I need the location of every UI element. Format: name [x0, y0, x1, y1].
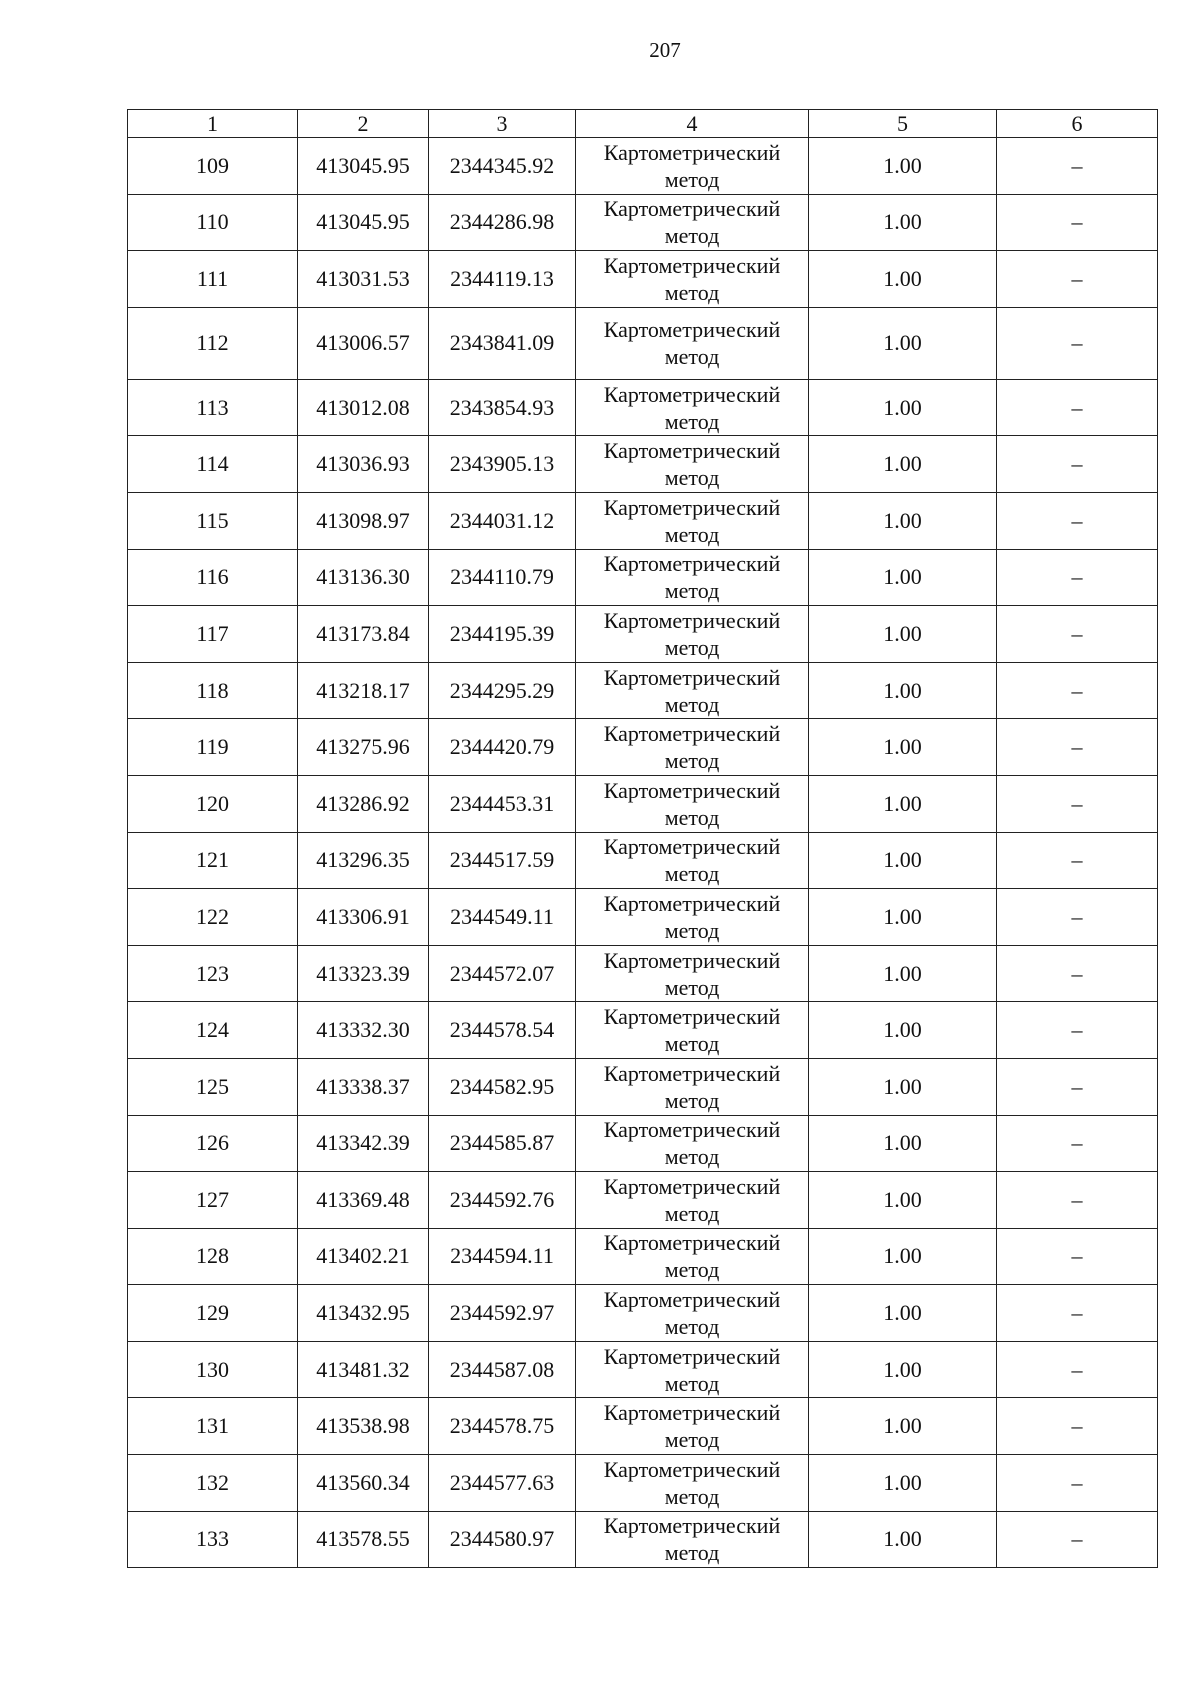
x-coordinate-cell: 413045.95	[298, 138, 429, 195]
method-cell: Картометрический метод	[576, 945, 809, 1002]
point-number-cell: 119	[128, 719, 298, 776]
table-row	[128, 1285, 1158, 1342]
note-cell: –	[997, 775, 1158, 832]
note-cell: –	[997, 1455, 1158, 1512]
accuracy-cell: 1.00	[809, 138, 997, 195]
note-cell: –	[997, 1002, 1158, 1059]
table-row	[128, 549, 1158, 606]
point-number-cell: 133	[128, 1511, 298, 1568]
note-cell: –	[997, 1341, 1158, 1398]
y-coordinate-cell: 2344578.75	[429, 1398, 576, 1455]
y-coordinate-cell: 2344592.76	[429, 1172, 576, 1229]
accuracy-cell: 1.00	[809, 1341, 997, 1398]
table-row	[128, 662, 1158, 719]
x-coordinate-cell: 413218.17	[298, 662, 429, 719]
note-cell: –	[997, 549, 1158, 606]
y-coordinate-cell: 2344578.54	[429, 1002, 576, 1059]
y-coordinate-cell: 2344031.12	[429, 492, 576, 549]
accuracy-cell: 1.00	[809, 1058, 997, 1115]
y-coordinate-cell: 2344592.97	[429, 1285, 576, 1342]
note-cell: –	[997, 1172, 1158, 1229]
method-cell: Картометрический метод	[576, 1002, 809, 1059]
point-number-cell: 129	[128, 1285, 298, 1342]
x-coordinate-cell: 413006.57	[298, 307, 429, 379]
method-cell: Картометрический метод	[576, 1172, 809, 1229]
point-number-cell: 122	[128, 889, 298, 946]
table-row	[128, 1058, 1158, 1115]
y-coordinate-cell: 2344572.07	[429, 945, 576, 1002]
column-header-4: 4	[576, 110, 809, 138]
point-number-cell: 127	[128, 1172, 298, 1229]
method-cell: Картометрический метод	[576, 194, 809, 251]
y-coordinate-cell: 2344549.11	[429, 889, 576, 946]
table-header-row	[128, 110, 1158, 138]
method-cell: Картометрический метод	[576, 1398, 809, 1455]
y-coordinate-cell: 2344594.11	[429, 1228, 576, 1285]
method-cell: Картометрический метод	[576, 832, 809, 889]
method-cell: Картометрический метод	[576, 549, 809, 606]
note-cell: –	[997, 194, 1158, 251]
table-row	[128, 194, 1158, 251]
x-coordinate-cell: 413296.35	[298, 832, 429, 889]
table-row	[128, 1511, 1158, 1568]
table-row	[128, 379, 1158, 436]
table-row	[128, 832, 1158, 889]
y-coordinate-cell: 2344286.98	[429, 194, 576, 251]
point-number-cell: 126	[128, 1115, 298, 1172]
accuracy-cell: 1.00	[809, 889, 997, 946]
x-coordinate-cell: 413538.98	[298, 1398, 429, 1455]
note-cell: –	[997, 1058, 1158, 1115]
y-coordinate-cell: 2344577.63	[429, 1455, 576, 1512]
accuracy-cell: 1.00	[809, 945, 997, 1002]
point-number-cell: 116	[128, 549, 298, 606]
point-number-cell: 115	[128, 492, 298, 549]
method-cell: Картометрический метод	[576, 138, 809, 195]
note-cell: –	[997, 889, 1158, 946]
accuracy-cell: 1.00	[809, 1115, 997, 1172]
coordinates-table	[127, 109, 1158, 1568]
table-row	[128, 1228, 1158, 1285]
table-row	[128, 492, 1158, 549]
method-cell: Картометрический метод	[576, 492, 809, 549]
table-row	[128, 251, 1158, 308]
column-header-2: 2	[298, 110, 429, 138]
table-row	[128, 1455, 1158, 1512]
point-number-cell: 125	[128, 1058, 298, 1115]
accuracy-cell: 1.00	[809, 194, 997, 251]
point-number-cell: 117	[128, 606, 298, 663]
note-cell: –	[997, 1285, 1158, 1342]
accuracy-cell: 1.00	[809, 1002, 997, 1059]
page-number: 207	[649, 38, 681, 62]
method-cell: Картометрический метод	[576, 1341, 809, 1398]
point-number-cell: 109	[128, 138, 298, 195]
y-coordinate-cell: 2344119.13	[429, 251, 576, 308]
y-coordinate-cell: 2344295.29	[429, 662, 576, 719]
note-cell: –	[997, 492, 1158, 549]
note-cell: –	[997, 436, 1158, 493]
accuracy-cell: 1.00	[809, 1398, 997, 1455]
y-coordinate-cell: 2344453.31	[429, 775, 576, 832]
point-number-cell: 121	[128, 832, 298, 889]
y-coordinate-cell: 2344195.39	[429, 606, 576, 663]
y-coordinate-cell: 2344345.92	[429, 138, 576, 195]
accuracy-cell: 1.00	[809, 379, 997, 436]
y-coordinate-cell: 2344582.95	[429, 1058, 576, 1115]
x-coordinate-cell: 413369.48	[298, 1172, 429, 1229]
table-row	[128, 719, 1158, 776]
y-coordinate-cell: 2344580.97	[429, 1511, 576, 1568]
note-cell: –	[997, 606, 1158, 663]
y-coordinate-cell: 2343854.93	[429, 379, 576, 436]
column-header-1: 1	[128, 110, 298, 138]
method-cell: Картометрический метод	[576, 1285, 809, 1342]
x-coordinate-cell: 413432.95	[298, 1285, 429, 1342]
table-row	[128, 889, 1158, 946]
y-coordinate-cell: 2344110.79	[429, 549, 576, 606]
x-coordinate-cell: 413338.37	[298, 1058, 429, 1115]
note-cell: –	[997, 1228, 1158, 1285]
table-row	[128, 1341, 1158, 1398]
note-cell: –	[997, 1115, 1158, 1172]
accuracy-cell: 1.00	[809, 549, 997, 606]
x-coordinate-cell: 413578.55	[298, 1511, 429, 1568]
point-number-cell: 120	[128, 775, 298, 832]
point-number-cell: 124	[128, 1002, 298, 1059]
accuracy-cell: 1.00	[809, 775, 997, 832]
y-coordinate-cell: 2344517.59	[429, 832, 576, 889]
table-row	[128, 1002, 1158, 1059]
point-number-cell: 118	[128, 662, 298, 719]
note-cell: –	[997, 719, 1158, 776]
accuracy-cell: 1.00	[809, 1172, 997, 1229]
method-cell: Картометрический метод	[576, 1058, 809, 1115]
note-cell: –	[997, 1511, 1158, 1568]
note-cell: –	[997, 138, 1158, 195]
method-cell: Картометрический метод	[576, 606, 809, 663]
y-coordinate-cell: 2343905.13	[429, 436, 576, 493]
x-coordinate-cell: 413323.39	[298, 945, 429, 1002]
method-cell: Картометрический метод	[576, 379, 809, 436]
table-row	[128, 1172, 1158, 1229]
x-coordinate-cell: 413275.96	[298, 719, 429, 776]
accuracy-cell: 1.00	[809, 832, 997, 889]
accuracy-cell: 1.00	[809, 1511, 997, 1568]
method-cell: Картометрический метод	[576, 1228, 809, 1285]
x-coordinate-cell: 413560.34	[298, 1455, 429, 1512]
note-cell: –	[997, 307, 1158, 379]
column-header-3: 3	[429, 110, 576, 138]
x-coordinate-cell: 413012.08	[298, 379, 429, 436]
y-coordinate-cell: 2343841.09	[429, 307, 576, 379]
point-number-cell: 131	[128, 1398, 298, 1455]
point-number-cell: 114	[128, 436, 298, 493]
accuracy-cell: 1.00	[809, 662, 997, 719]
method-cell: Картометрический метод	[576, 662, 809, 719]
point-number-cell: 112	[128, 307, 298, 379]
x-coordinate-cell: 413136.30	[298, 549, 429, 606]
accuracy-cell: 1.00	[809, 307, 997, 379]
table-row	[128, 436, 1158, 493]
method-cell: Картометрический метод	[576, 775, 809, 832]
accuracy-cell: 1.00	[809, 606, 997, 663]
x-coordinate-cell: 413306.91	[298, 889, 429, 946]
x-coordinate-cell: 413332.30	[298, 1002, 429, 1059]
point-number-cell: 113	[128, 379, 298, 436]
accuracy-cell: 1.00	[809, 1285, 997, 1342]
point-number-cell: 111	[128, 251, 298, 308]
accuracy-cell: 1.00	[809, 251, 997, 308]
x-coordinate-cell: 413098.97	[298, 492, 429, 549]
table-row	[128, 1115, 1158, 1172]
accuracy-cell: 1.00	[809, 1455, 997, 1512]
point-number-cell: 123	[128, 945, 298, 1002]
x-coordinate-cell: 413036.93	[298, 436, 429, 493]
x-coordinate-cell: 413286.92	[298, 775, 429, 832]
method-cell: Картометрический метод	[576, 307, 809, 379]
y-coordinate-cell: 2344420.79	[429, 719, 576, 776]
method-cell: Картометрический метод	[576, 251, 809, 308]
column-header-6: 6	[997, 110, 1158, 138]
x-coordinate-cell: 413045.95	[298, 194, 429, 251]
table-row	[128, 138, 1158, 195]
accuracy-cell: 1.00	[809, 719, 997, 776]
method-cell: Картометрический метод	[576, 1115, 809, 1172]
method-cell: Картометрический метод	[576, 889, 809, 946]
point-number-cell: 128	[128, 1228, 298, 1285]
x-coordinate-cell: 413481.32	[298, 1341, 429, 1398]
table-row	[128, 775, 1158, 832]
y-coordinate-cell: 2344585.87	[429, 1115, 576, 1172]
column-header-5: 5	[809, 110, 997, 138]
table-row	[128, 307, 1158, 379]
point-number-cell: 110	[128, 194, 298, 251]
method-cell: Картометрический метод	[576, 1511, 809, 1568]
note-cell: –	[997, 1398, 1158, 1455]
accuracy-cell: 1.00	[809, 492, 997, 549]
method-cell: Картометрический метод	[576, 436, 809, 493]
note-cell: –	[997, 945, 1158, 1002]
note-cell: –	[997, 662, 1158, 719]
x-coordinate-cell: 413031.53	[298, 251, 429, 308]
accuracy-cell: 1.00	[809, 436, 997, 493]
accuracy-cell: 1.00	[809, 1228, 997, 1285]
note-cell: –	[997, 379, 1158, 436]
y-coordinate-cell: 2344587.08	[429, 1341, 576, 1398]
point-number-cell: 132	[128, 1455, 298, 1512]
x-coordinate-cell: 413173.84	[298, 606, 429, 663]
x-coordinate-cell: 413342.39	[298, 1115, 429, 1172]
method-cell: Картометрический метод	[576, 1455, 809, 1512]
table-header	[128, 110, 1158, 138]
table-row	[128, 1398, 1158, 1455]
table-body	[128, 138, 1158, 1568]
method-cell: Картометрический метод	[576, 719, 809, 776]
table-row	[128, 606, 1158, 663]
note-cell: –	[997, 251, 1158, 308]
table-row	[128, 945, 1158, 1002]
x-coordinate-cell: 413402.21	[298, 1228, 429, 1285]
point-number-cell: 130	[128, 1341, 298, 1398]
note-cell: –	[997, 832, 1158, 889]
